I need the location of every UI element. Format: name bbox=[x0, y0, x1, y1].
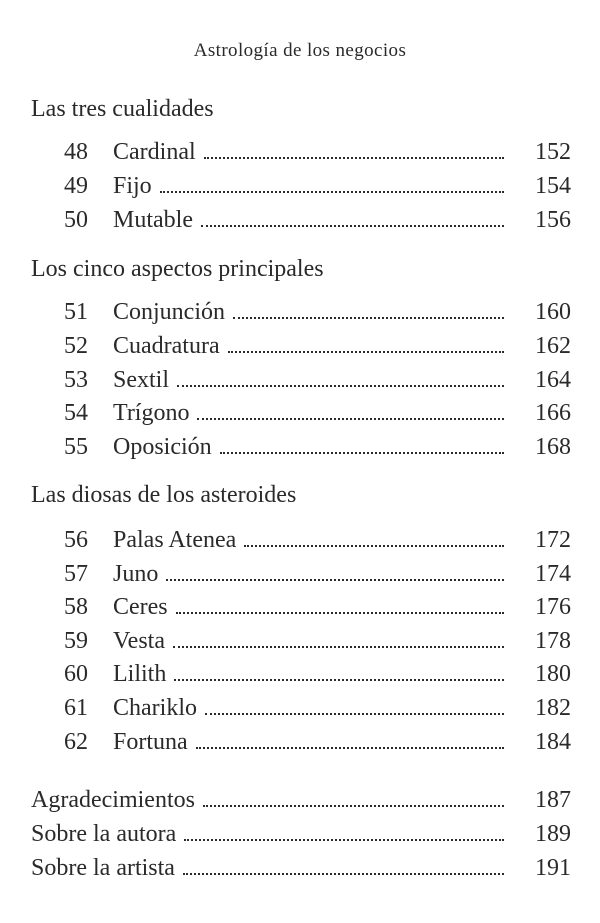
dot-leader bbox=[204, 156, 504, 159]
page-number: 180 bbox=[535, 661, 571, 687]
toc-entry[interactable] bbox=[0, 626, 600, 656]
chapter-title: Vesta bbox=[113, 628, 165, 654]
toc-entry[interactable] bbox=[0, 205, 600, 235]
dot-leader bbox=[205, 712, 504, 715]
toc-entry-back-matter[interactable] bbox=[0, 785, 600, 815]
page-number: 187 bbox=[535, 787, 571, 813]
chapter-number: 50 bbox=[64, 207, 88, 233]
section-title: Las diosas de los asteroides bbox=[31, 482, 297, 508]
chapter-title: Trígono bbox=[113, 400, 190, 426]
chapter-number: 61 bbox=[64, 695, 88, 721]
chapter-number: 51 bbox=[64, 299, 88, 325]
toc-entry[interactable] bbox=[0, 297, 600, 327]
page-number: 160 bbox=[535, 299, 571, 325]
page-number: 182 bbox=[535, 695, 571, 721]
back-matter-title: Agradecimientos bbox=[31, 787, 195, 813]
page-number: 191 bbox=[535, 855, 571, 881]
back-matter-title: Sobre la artista bbox=[31, 855, 175, 881]
page-number: 184 bbox=[535, 729, 571, 755]
chapter-number: 49 bbox=[64, 173, 88, 199]
chapter-title: Sextil bbox=[113, 367, 170, 393]
dot-leader bbox=[183, 872, 504, 875]
chapter-title: Fijo bbox=[113, 173, 152, 199]
chapter-title: Ceres bbox=[113, 594, 168, 620]
toc-entry[interactable] bbox=[0, 659, 600, 689]
chapter-title: Fortuna bbox=[113, 729, 188, 755]
page-number: 168 bbox=[535, 434, 571, 460]
page-number: 152 bbox=[535, 139, 571, 165]
toc-entry[interactable] bbox=[0, 398, 600, 428]
chapter-title: Oposición bbox=[113, 434, 212, 460]
chapter-title: Cuadratura bbox=[113, 333, 220, 359]
chapter-title: Conjunción bbox=[113, 299, 225, 325]
page-number: 172 bbox=[535, 527, 571, 553]
dot-leader bbox=[203, 804, 504, 807]
page-number: 164 bbox=[535, 367, 571, 393]
page-number: 174 bbox=[535, 561, 571, 587]
dot-leader bbox=[244, 544, 504, 547]
chapter-title: Palas Atenea bbox=[113, 527, 237, 553]
chapter-title: Chariklo bbox=[113, 695, 197, 721]
page-number: 162 bbox=[535, 333, 571, 359]
chapter-number: 52 bbox=[64, 333, 88, 359]
chapter-number: 56 bbox=[64, 527, 88, 553]
toc-entry[interactable] bbox=[0, 171, 600, 201]
toc-entry[interactable] bbox=[0, 331, 600, 361]
dot-leader bbox=[220, 451, 504, 454]
toc-entry[interactable] bbox=[0, 592, 600, 622]
page-number: 166 bbox=[535, 400, 571, 426]
dot-leader bbox=[173, 645, 504, 648]
chapter-number: 60 bbox=[64, 661, 88, 687]
chapter-title: Cardinal bbox=[113, 139, 196, 165]
back-matter-title: Sobre la autora bbox=[31, 821, 177, 847]
page-number: 189 bbox=[535, 821, 571, 847]
dot-leader bbox=[177, 384, 504, 387]
toc-entry[interactable] bbox=[0, 137, 600, 167]
toc-entry[interactable] bbox=[0, 559, 600, 589]
dot-leader bbox=[184, 838, 504, 841]
dot-leader bbox=[196, 746, 504, 749]
dot-leader bbox=[160, 190, 504, 193]
dot-leader bbox=[197, 417, 504, 420]
chapter-number: 48 bbox=[64, 139, 88, 165]
dot-leader bbox=[233, 316, 504, 319]
chapter-title: Mutable bbox=[113, 207, 193, 233]
chapter-number: 58 bbox=[64, 594, 88, 620]
toc-entry[interactable] bbox=[0, 432, 600, 462]
section-title: Las tres cualidades bbox=[31, 96, 214, 122]
toc-entry-back-matter[interactable] bbox=[0, 819, 600, 849]
dot-leader bbox=[176, 611, 504, 614]
page-number: 176 bbox=[535, 594, 571, 620]
page-number: 178 bbox=[535, 628, 571, 654]
toc-entry-back-matter[interactable] bbox=[0, 853, 600, 883]
chapter-number: 53 bbox=[64, 367, 88, 393]
chapter-number: 54 bbox=[64, 400, 88, 426]
running-head: Astrología de los negocios bbox=[193, 40, 407, 61]
dot-leader bbox=[174, 678, 504, 681]
dot-leader bbox=[201, 224, 504, 227]
toc-entry[interactable] bbox=[0, 727, 600, 757]
dot-leader bbox=[166, 578, 504, 581]
chapter-title: Lilith bbox=[113, 661, 167, 687]
page-number: 156 bbox=[535, 207, 571, 233]
chapter-title: Juno bbox=[113, 561, 159, 587]
dot-leader bbox=[228, 350, 504, 353]
chapter-number: 55 bbox=[64, 434, 88, 460]
page-number: 154 bbox=[535, 173, 571, 199]
chapter-number: 62 bbox=[64, 729, 88, 755]
chapter-number: 57 bbox=[64, 561, 88, 587]
chapter-number: 59 bbox=[64, 628, 88, 654]
section-title: Los cinco aspectos principales bbox=[31, 256, 324, 282]
toc-entry[interactable] bbox=[0, 525, 600, 555]
toc-entry[interactable] bbox=[0, 365, 600, 395]
toc-entry[interactable] bbox=[0, 693, 600, 723]
